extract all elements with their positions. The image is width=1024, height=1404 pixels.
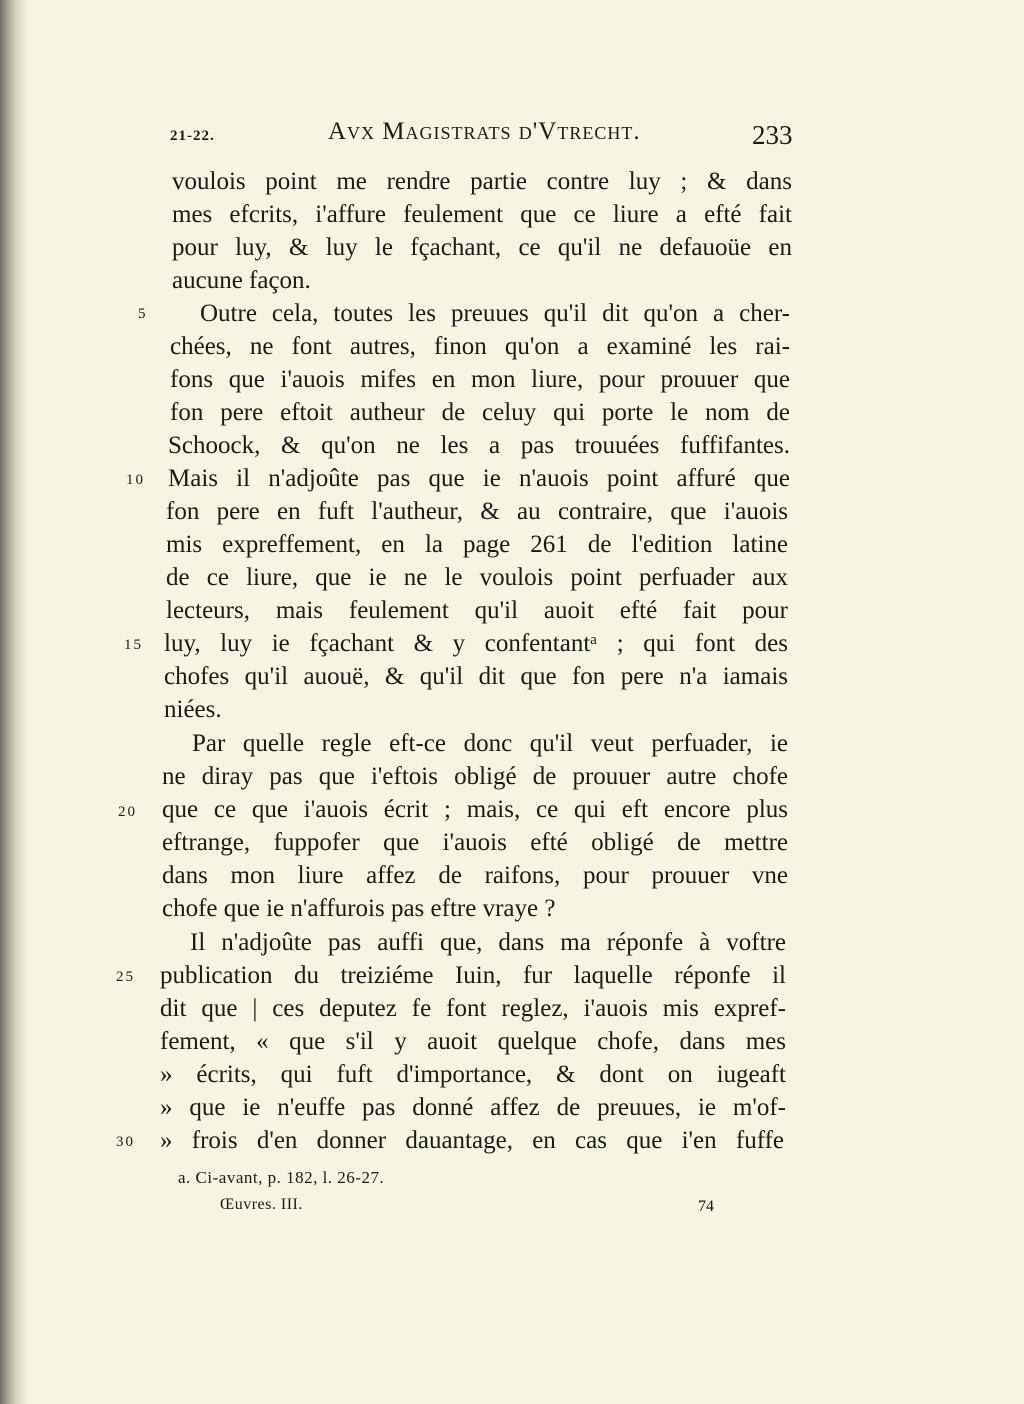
text-line: fon pere eftoit autheur de celuy qui porte le nom de (170, 399, 790, 426)
text-line: dit que | ces deputez fe font reglez, i'auois mis expref- (160, 995, 786, 1022)
text-line: fons que i'auois mifes en mon liure, pour prouuer que (170, 366, 790, 393)
text-line: » écrits, qui fuft d'importance, & dont on iugeaft (160, 1061, 786, 1088)
text-line: chofe que ie n'affurois pas eftre vraye ? (162, 895, 556, 922)
text-line: luy, luy ie fçachant & y confentantᵃ ; qui font des (164, 630, 788, 657)
line-number-5: 5 (138, 306, 148, 322)
text-line: lecteurs, mais feulement qu'il auoit efté fait pour (166, 597, 788, 624)
line-number-25: 25 (116, 969, 135, 985)
text-line: niées. (164, 696, 222, 723)
running-title: Avx Magistrats d'Vtrecht. (328, 118, 641, 145)
text-line: voulois point me rendre partie contre luy ; & dans (172, 168, 792, 195)
binding-shadow (0, 0, 28, 1404)
page-number: 233 (752, 120, 793, 150)
folio-reference: 21-22. (170, 128, 215, 144)
text-line: dans mon liure affez de raifons, pour prouuer vne (162, 862, 788, 889)
text-line: mis expreffement, en la page 261 de l'edition latine (166, 531, 788, 558)
footnote: a. Ci-avant, p. 182, l. 26-27. (178, 1168, 385, 1187)
text-line: Outre cela, toutes les preuues qu'il dit qu'on a cher- (200, 300, 790, 327)
text-line: Il n'adjoûte pas auffi que, dans ma réponfe à voftre (190, 929, 786, 956)
text-line: ne diray pas que i'eftois obligé de prouuer autre chofe (162, 763, 788, 790)
line-number-10: 10 (126, 472, 145, 488)
text-line: chées, ne font autres, finon qu'on a examiné les rai- (170, 333, 790, 360)
text-line: Schoock, & qu'on ne les a pas trouuées fuffifantes. (168, 432, 790, 459)
line-number-15: 15 (124, 637, 143, 653)
text-line: chofes qu'il auouë, & qu'il dit que fon pere n'a iamais (164, 663, 788, 690)
text-line: mes efcrits, i'affure feulement que ce liure a efté fait (172, 201, 792, 228)
text-line: pour luy, & luy le fçachant, ce qu'il ne defauoüe en (172, 234, 792, 261)
running-header (0, 118, 1024, 158)
text-line: » frois d'en donner dauantage, en cas que i'en fuffe (160, 1127, 784, 1154)
text-line: publication du treiziéme Iuin, fur laquelle réponfe il (160, 962, 786, 989)
text-line: fon pere en fuft l'autheur, & au contraire, que i'auois (166, 498, 788, 525)
text-line: eftrange, fuppofer que i'auois efté obligé de mettre (162, 829, 788, 856)
line-number-20: 20 (118, 804, 137, 820)
line-number-30: 30 (116, 1134, 135, 1150)
signature-mark: Œuvres. III. (220, 1196, 303, 1213)
text-line: de ce liure, que ie ne le voulois point perfuader aux (166, 564, 788, 591)
text-line: fement, « que s'il y auoit quelque chofe, dans mes (160, 1028, 786, 1055)
text-line: Par quelle regle eft-ce donc qu'il veut perfuader, ie (192, 730, 788, 757)
text-line: aucune façon. (172, 267, 311, 294)
text-line: Mais il n'adjoûte pas que ie n'auois point affuré que (168, 465, 790, 492)
text-line: » que ie n'euffe pas donné affez de preuues, ie m'of- (160, 1094, 786, 1121)
text-line: que ce que i'auois écrit ; mais, ce qui eft encore plus (162, 796, 788, 823)
signature-number: 74 (698, 1198, 714, 1215)
